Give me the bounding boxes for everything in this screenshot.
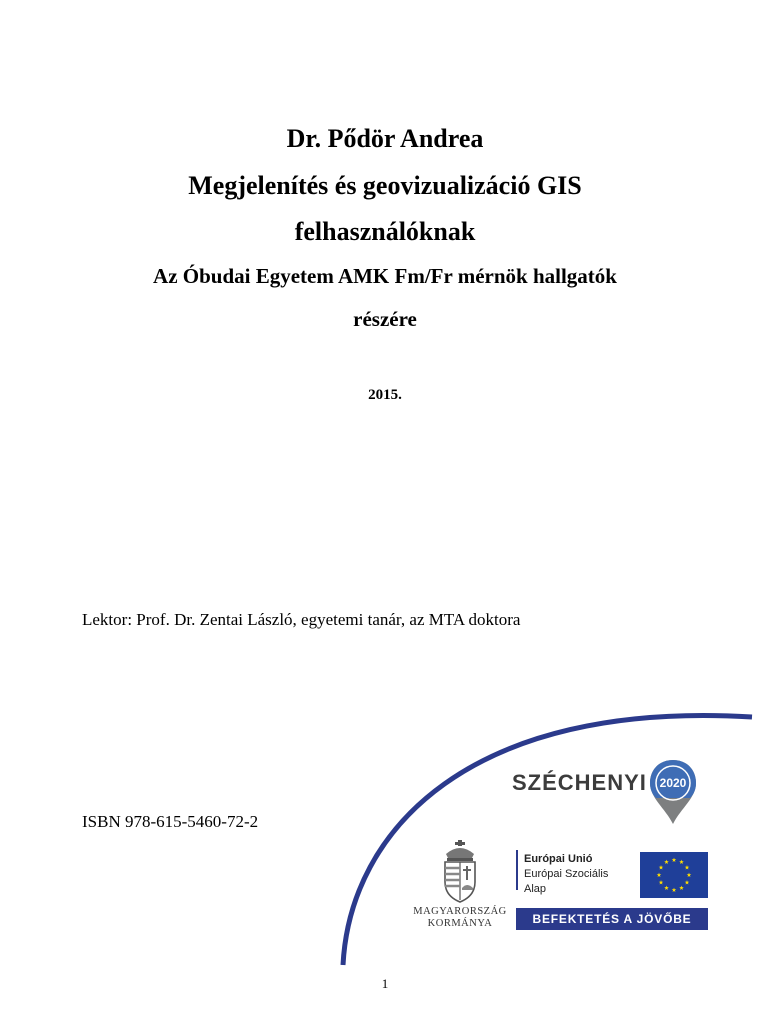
eu-divider bbox=[516, 850, 518, 890]
eu-line-3: Alap bbox=[524, 883, 547, 895]
subtitle-line-2: részére bbox=[353, 307, 417, 331]
title-line-1: Megjelenítés és geovizualizáció GIS bbox=[188, 171, 582, 200]
government-line-1: MAGYARORSZÁG bbox=[413, 906, 507, 917]
subtitle-line-1: Az Óbudai Egyetem AMK Fm/Fr mérnök hallgatók bbox=[153, 264, 617, 288]
page-number: 1 bbox=[381, 976, 389, 991]
eu-flag-icon bbox=[640, 852, 708, 898]
title-line-2: felhasználóknak bbox=[294, 217, 476, 246]
government-label bbox=[405, 906, 515, 930]
author-name: Dr. Pődör Andrea bbox=[286, 124, 484, 153]
eu-line-1: Európai Unió bbox=[524, 853, 593, 865]
invest-future-banner: BEFEKTETÉS A JÖVŐBE bbox=[516, 908, 708, 930]
szechenyi-year: 2020 bbox=[659, 776, 687, 790]
hungarian-coat-of-arms-icon bbox=[438, 840, 482, 904]
eu-line-2: Európai Szociális bbox=[524, 868, 609, 880]
isbn-line: ISBN 978-615-5460-72-2 bbox=[82, 812, 259, 831]
szechenyi-2020-pin-icon bbox=[648, 758, 698, 826]
lektor-line: Lektor: Prof. Dr. Zentai László, egyetemi tanár, az MTA doktora bbox=[82, 610, 521, 629]
government-line-2: KORMÁNYA bbox=[427, 918, 493, 929]
publication-year: 2015. bbox=[368, 387, 402, 403]
eu-label bbox=[524, 852, 608, 897]
szechenyi-logo-text: SZÉCHENYI bbox=[512, 770, 647, 795]
